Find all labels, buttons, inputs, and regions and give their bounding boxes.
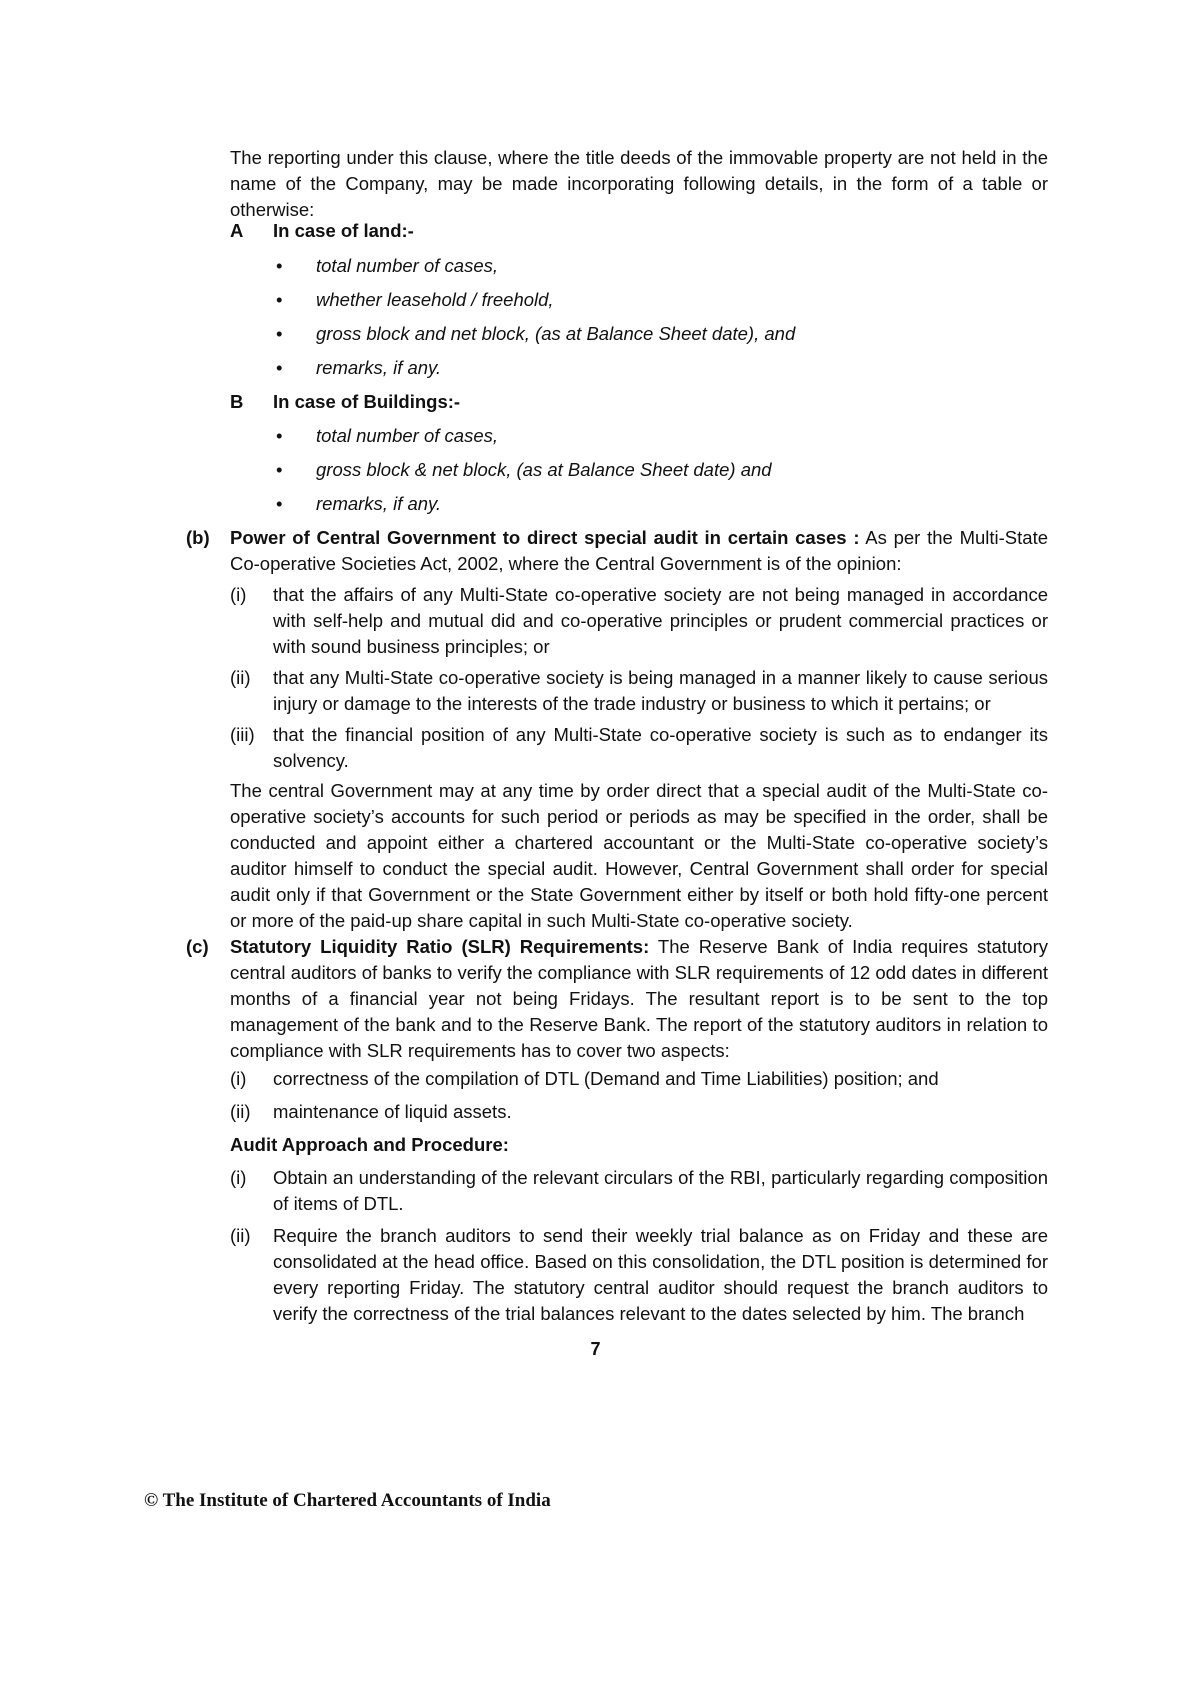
page-number: 7 (590, 1339, 601, 1359)
section-c-title: Statutory Liquidity Ratio (SLR) Requirements: (230, 936, 650, 957)
land-bullet-item: • whether leasehold / freehold, (276, 287, 976, 313)
land-bullet-item: • total number of cases, (276, 253, 976, 279)
land-heading (230, 218, 414, 244)
footer-copyright: © The Institute of Chartered Accountants of India (144, 1490, 551, 1511)
land-bullet-item: • gross block and net block, (as at Balance Sheet date), and (276, 321, 976, 347)
buildings-bullet-item: • gross block & net block, (as at Balance Sheet date) and (276, 457, 976, 483)
bullet-icon: • (276, 357, 283, 378)
section-c (186, 934, 1048, 1064)
bullet-icon: • (276, 255, 283, 276)
section-b-item: (i) that the affairs of any Multi-State co-operative society are not being managed in accordance with self-help and mutual did and co-operative principles or prudent commercial practices or with sound business principles; or (230, 584, 1048, 657)
land-letter: A (230, 220, 244, 241)
bullet-icon: • (276, 323, 283, 344)
section-b-label: (b) (186, 527, 210, 548)
section-c-item: (i) correctness of the compilation of DTL (Demand and Time Liabilities) position; and (230, 1068, 939, 1089)
section-b-closing: The central Government may at any time by order direct that a special audit of the Multi-State co-operative society’s accounts for such period or periods as may be specified in the order, shall be conducted and appoint either a chartered accountant or the Multi-State co-operative society’s auditor himself to conduct the special audit. However, Central Government shall order for special audit only if that Government or the State Government either by itself or both hold fifty-one percent or more of the paid-up share capital in such Multi-State co-operative society. (230, 780, 1048, 931)
buildings-bullet-item: • remarks, if any. (276, 491, 976, 517)
audit-approach-title: Audit Approach and Procedure: (230, 1134, 509, 1155)
bullet-icon: • (276, 289, 283, 310)
section-c-text: The Reserve Bank of India requires statutory central auditors of banks to verify the compliance with SLR requirements of 12 odd dates in different months of a financial year not being Fridays. The resultant report is to be sent to the top management of the bank and to the Reserve Bank. The report of the statutory auditors in relation to compliance with SLR requirements has to cover two aspects: (230, 936, 1048, 1061)
section-c-label: (c) (186, 936, 209, 957)
buildings-bullet-item: • total number of cases, (276, 423, 976, 449)
land-bullet-item: • remarks, if any. (276, 355, 976, 381)
buildings-letter: B (230, 391, 244, 412)
section-b-text: As per the Multi-State Co-operative Societies Act, 2002, where the Central Government is of the opinion: (230, 527, 1048, 574)
section-b (186, 525, 1048, 577)
audit-approach-item: (ii) Require the branch auditors to send their weekly trial balance as on Friday and these are consolidated at the head office. Based on this consolidation, the DTL position is determined for every reporting Friday. The statutory central auditor should request the branch auditors to verify the correctness of the trial balances relevant to the dates selected by him. The branch (230, 1225, 1048, 1324)
bullet-icon: • (276, 493, 283, 514)
section-b-item: (ii) that any Multi-State co-operative society is being managed in a manner likely to cause serious injury or damage to the interests of the trade industry or business to which it pertains; or (230, 667, 1048, 714)
bullet-icon: • (276, 425, 283, 446)
buildings-heading (230, 389, 460, 415)
section-b-item: (iii) that the financial position of any Multi-State co-operative society is such as to endanger its solvency. (230, 724, 1048, 771)
buildings-title: In case of Buildings:- (273, 391, 461, 412)
intro-paragraph: The reporting under this clause, where the title deeds of the immovable property are not held in the name of the Company, may be made incorporating following details, in the form of a table or otherwise: (230, 147, 1048, 220)
section-c-item: (ii) maintenance of liquid assets. (230, 1101, 512, 1122)
audit-approach-item: (i) Obtain an understanding of the relevant circulars of the RBI, particularly regarding composition of items of DTL. (230, 1167, 1048, 1214)
land-title: In case of land:- (273, 220, 414, 241)
bullet-icon: • (276, 459, 283, 480)
section-b-title: Power of Central Government to direct special audit in certain cases : (230, 527, 860, 548)
